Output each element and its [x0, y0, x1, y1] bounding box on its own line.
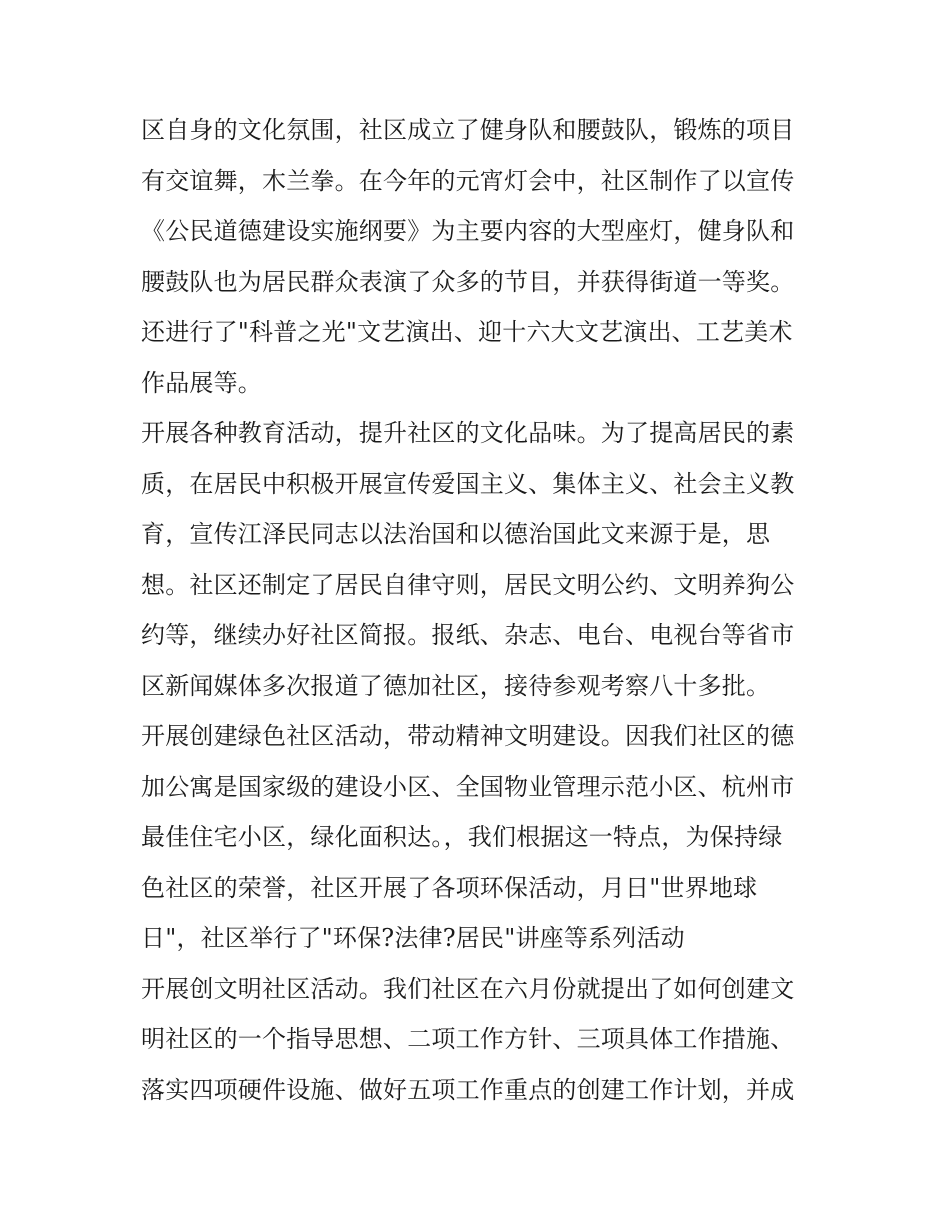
text-line: 落实四项硬件设施、做好五项工作重点的创建工作计划，并成: [141, 1075, 795, 1104]
text-line: 作品展等。: [141, 368, 262, 397]
text-line: 育，宣传江泽民同志以法治国和以德治国此文来源于是，思: [141, 520, 771, 548]
text-line: 开展创建绿色社区活动，带动精神文明建设。因我们社区的德: [141, 722, 795, 750]
text-line: 还进行了"科普之光"文艺演出、迎十六大文艺演出、工艺美术: [141, 318, 793, 346]
text-line: 区自身的文化氛围，社区成立了健身队和腰鼓队，锻炼的项目: [141, 116, 795, 144]
text-line: 色社区的荣誉，社区开展了各项环保活动，月日"世界地球: [141, 873, 758, 902]
text-line: 日"，社区举行了"环保?法律?居民"讲座等系列活动: [141, 924, 685, 952]
text-line: 开展各种教育活动，提升社区的文化品味。为了提高居民的素: [141, 419, 795, 447]
text-line: 开展创文明社区活动。我们社区在六月份就提出了如何创建文: [141, 974, 795, 1003]
text-line: 《公民道德建设实施纲要》为主要内容的大型座灯，健身队和: [141, 217, 795, 245]
text-line: 想。社区还制定了居民自律守则，居民文明公约、文明养狗公: [141, 570, 795, 599]
text-line: 区新闻媒体多次报道了德加社区，接待参观考察八十多批。: [141, 671, 771, 700]
body-text: [141, 111, 821, 1121]
text-line: 约等，继续办好社区简报。报纸、杂志、电台、电视台等省市: [141, 621, 795, 649]
text-line: 最佳住宅小区，绿化面积达。，我们根据这一特点，为保持绿: [141, 823, 783, 851]
text-line: 明社区的一个指导思想、二项工作方针、三项具体工作措施、: [141, 1025, 795, 1053]
text-line: 加公寓是国家级的建设小区、全国物业管理示范小区、杭州市: [141, 772, 795, 801]
text-line: 质，在居民中积极开展宣传爱国主义、集体主义、社会主义教: [141, 469, 795, 498]
text-line: 有交谊舞，木兰拳。在今年的元宵灯会中，社区制作了以宣传: [141, 166, 795, 195]
text-line: 腰鼓队也为居民群众表演了众多的节目，并获得街道一等奖。: [141, 267, 795, 296]
